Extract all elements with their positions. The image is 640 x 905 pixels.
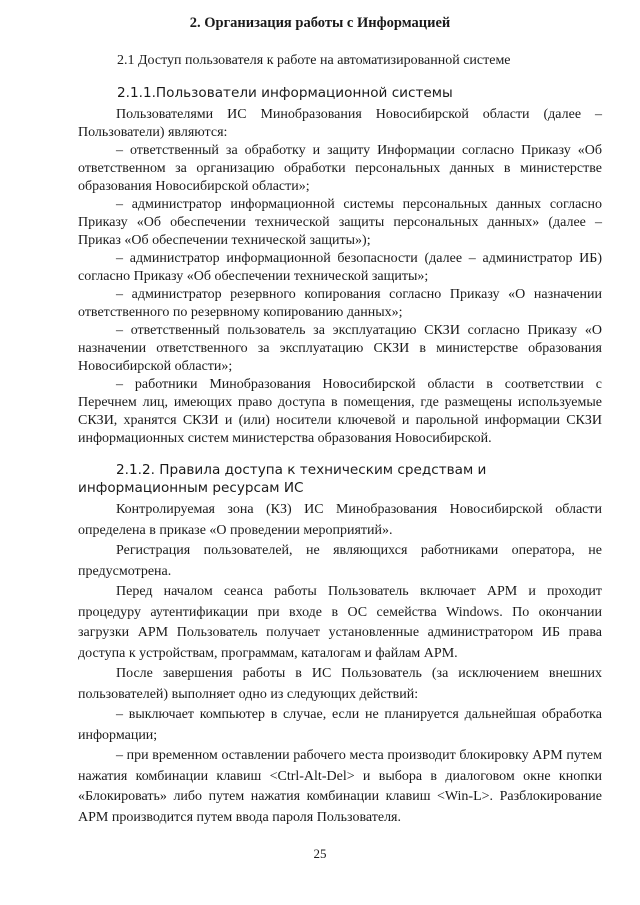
list-item: – выключает компьютер в случае, если не планируется дальнейшая обработка информации; xyxy=(78,707,602,743)
subsection-title-2-1-2: 2.1.2. Правила доступа к техническим средствам и информационным ресурсам ИС xyxy=(78,462,487,496)
paragraph: Регистрация пользователей, не являющихся работниками оператора, не предусмотрена. xyxy=(78,543,602,579)
subsection-title-2-1: 2.1 Доступ пользователя к работе на автоматизированной системе xyxy=(117,53,511,68)
list-item: – администратор информационной системы персональных данных согласно Приказу «Об обеспечении технической защиты персональных данных» (далее – Приказ «Об обеспечении технической защиты»); xyxy=(78,197,602,248)
list-item: – администратор резервного копирования согласно Приказу «О назначении ответственного по резервному копированию данных»; xyxy=(78,287,602,320)
users-list-block xyxy=(78,106,602,448)
list-item: – при временном оставлении рабочего места производит блокировку АРМ путем нажатия комбинации клавиш <Ctrl-Alt-Del> и выбора в диалоговом окне кнопки «Блокировать» либо путем нажатия комбинации клавиш <Win-L>. Разблокирование АРМ производится путем ввода пароля Пользователя. xyxy=(78,748,602,825)
list-item: – ответственный за обработку и защиту Информации согласно Приказу «Об ответственном за организацию обработки персональных данных в министерстве образования Новосибирской области»; xyxy=(78,143,602,194)
paragraph: Перед началом сеанса работы Пользователь включает АРМ и проходит процедуру аутентификации при входе в ОС семейства Windows. По окончании загрузки АРМ Пользователь получает установленные администратором ИБ права доступа к устройствам, программам, каталогам и файлам АРМ. xyxy=(78,584,602,661)
list-item: – работники Минобразования Новосибирской области в соответствии с Перечнем лиц, имеющих право доступа в помещения, где размещены используемые СКЗИ, хранятся СКЗИ и (или) носители ключевой и парольной информации СКЗИ информационных систем министерства образования Новосибирской. xyxy=(78,377,602,446)
subsection-title-2-1-1: 2.1.1.Пользователи информационной системы xyxy=(117,85,453,101)
paragraph: После завершения работы в ИС Пользователь (за исключением внешних пользователей) выполняет одно из следующих действий: xyxy=(78,666,602,702)
section-title: 2. Организация работы с Информацией xyxy=(189,15,451,31)
list-item: – ответственный пользователь за эксплуатацию СКЗИ согласно Приказу «О назначении ответственного за эксплуатацию СКЗИ в министерстве образования Новосибирской области»; xyxy=(78,323,602,374)
list-item: – администратор информационной безопасности (далее – администратор ИБ) согласно Приказу «Об обеспечении технической защиты»; xyxy=(78,251,602,284)
paragraph: Контролируемая зона (КЗ) ИС Минобразования Новосибирской области определена в приказе «О проведении мероприятий». xyxy=(78,502,602,538)
access-rules-block xyxy=(78,500,602,828)
page-number: 25 xyxy=(313,846,327,861)
paragraph: Пользователями ИС Минобразования Новосибирской области (далее – Пользователи) являются: xyxy=(78,107,602,140)
